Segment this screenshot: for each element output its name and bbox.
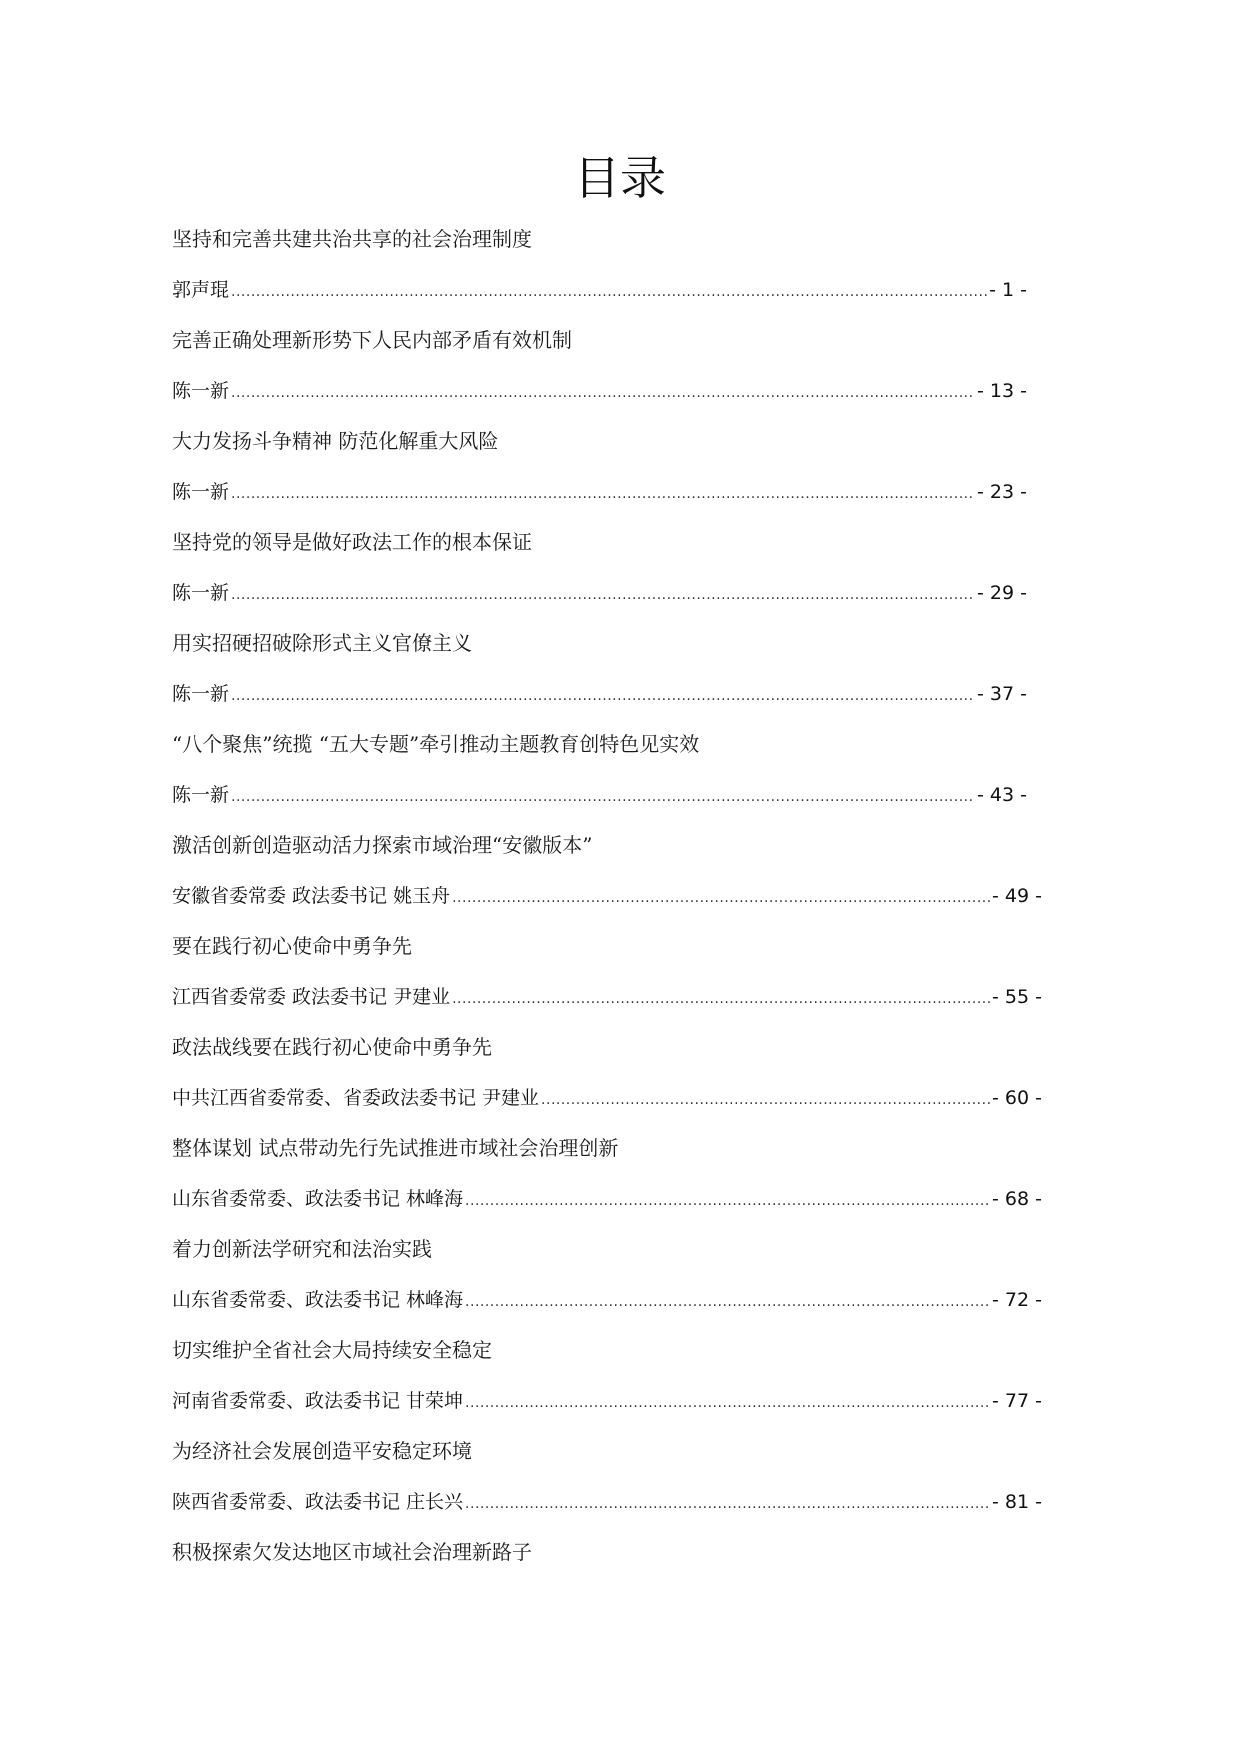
toc-entry-line[interactable] [172,265,1027,315]
toc-entry-author: 陈一新 [172,481,230,503]
toc-entry [172,416,1032,517]
toc-entry-page: - 1 - [989,279,1027,301]
toc-entry [172,921,1042,1022]
toc-entry-page: - 55 - [992,986,1042,1008]
toc-entry [172,618,1032,719]
dot-leader [231,772,975,822]
toc-entry [172,315,1032,416]
toc-entry-title: “八个聚焦”统揽 “五大专题”牵引推动主题教育创特色见实效 [172,732,700,756]
dot-leader [231,267,987,317]
toc-entry-author: 陈一新 [172,380,230,402]
toc-entry-line[interactable] [172,467,1027,517]
toc-entry-author: 陈一新 [172,582,230,604]
toc-entry-author: 陈一新 [172,683,230,705]
toc-entry-title: 积极探索欠发达地区市域社会治理新路子 [172,1540,532,1564]
toc-entry-author: 江西省委常委 政法委书记 尹建业 [172,986,451,1008]
toc-entry-title: 政法战线要在践行初心使命中勇争先 [172,1035,492,1059]
dot-leader [231,671,975,721]
toc-entry-author: 中共江西省委常委、省委政法委书记 尹建业 [172,1087,540,1109]
dot-leader [465,1479,990,1529]
toc-entry-page: - 49 - [992,885,1042,907]
toc-entry [172,517,1032,618]
dot-leader [231,469,975,519]
dot-leader [452,974,990,1024]
toc-heading: 目录 [574,151,666,205]
toc-entry-line[interactable] [172,1174,1042,1224]
dot-leader [541,1075,990,1125]
toc-entry-page: - 13 - [977,380,1027,402]
toc-entry-page: - 60 - [992,1087,1042,1109]
toc-entry-line[interactable] [172,871,1042,921]
toc-entry-author: 陕西省委常委、政法委书记 庄长兴 [172,1491,464,1513]
toc-entry-page: - 43 - [977,784,1027,806]
toc-entry-title: 整体谋划 试点带动先行先试推进市域社会治理创新 [172,1136,619,1160]
toc-entry-title: 用实招硬招破除形式主义官僚主义 [172,631,472,655]
toc-entry [172,719,1032,820]
toc-entry-line[interactable] [172,770,1027,820]
toc-entry-title: 为经济社会发展创造平安稳定环境 [172,1439,472,1463]
toc-entry [172,1426,1042,1527]
toc-entry-title: 切实维护全省社会大局持续安全稳定 [172,1338,492,1362]
toc-entry-author: 山东省委常委、政法委书记 林峰海 [172,1188,464,1210]
toc-entry-title: 坚持党的领导是做好政法工作的根本保证 [172,530,532,554]
toc-entry-title: 坚持和完善共建共治共享的社会治理制度 [172,227,532,251]
dot-leader [465,1378,990,1428]
dot-leader [452,873,990,923]
toc-entry [172,1325,1042,1426]
toc-entry [172,1022,1042,1123]
toc-entry-page: - 72 - [992,1289,1042,1311]
toc-entry-title: 完善正确处理新形势下人民内部矛盾有效机制 [172,328,572,352]
toc-entry-line[interactable] [172,1073,1042,1123]
toc-entry [172,214,1032,315]
toc-entry-line[interactable] [172,1376,1042,1426]
dot-leader [231,368,975,418]
toc-entry-line[interactable] [172,366,1027,416]
dot-leader [231,570,975,620]
toc-entry [172,820,1042,921]
toc-entry-author: 郭声琨 [172,279,230,301]
toc-entry-author: 安徽省委常委 政法委书记 姚玉舟 [172,885,451,907]
toc-entry-title: 着力创新法学研究和法治实践 [172,1237,432,1261]
toc-entry-author: 河南省委常委、政法委书记 甘荣坤 [172,1390,464,1412]
toc-entry-line[interactable] [172,972,1042,1022]
toc-entry [172,1123,1042,1224]
table-of-contents [172,214,1042,1578]
toc-entry-page: - 23 - [977,481,1027,503]
toc-entry-title: 大力发扬斗争精神 防范化解重大风险 [172,429,499,453]
toc-entry-page: - 37 - [977,683,1027,705]
dot-leader [465,1176,990,1226]
toc-entry-title: 要在践行初心使命中勇争先 [172,934,412,958]
toc-entry [172,1527,1032,1578]
toc-entry-page: - 81 - [992,1491,1042,1513]
dot-leader [465,1277,990,1327]
toc-entry-page: - 68 - [992,1188,1042,1210]
toc-entry-author: 山东省委常委、政法委书记 林峰海 [172,1289,464,1311]
toc-entry-line[interactable] [172,669,1027,719]
toc-entry-line[interactable] [172,1477,1042,1527]
toc-entry [172,1224,1042,1325]
toc-entry-line[interactable] [172,1275,1042,1325]
toc-entry-page: - 29 - [977,582,1027,604]
toc-entry-line[interactable] [172,568,1027,618]
toc-entry-title: 激活创新创造驱动活力探索市域治理“安徽版本” [172,833,593,857]
toc-entry-page: - 77 - [992,1390,1042,1412]
toc-entry-author: 陈一新 [172,784,230,806]
